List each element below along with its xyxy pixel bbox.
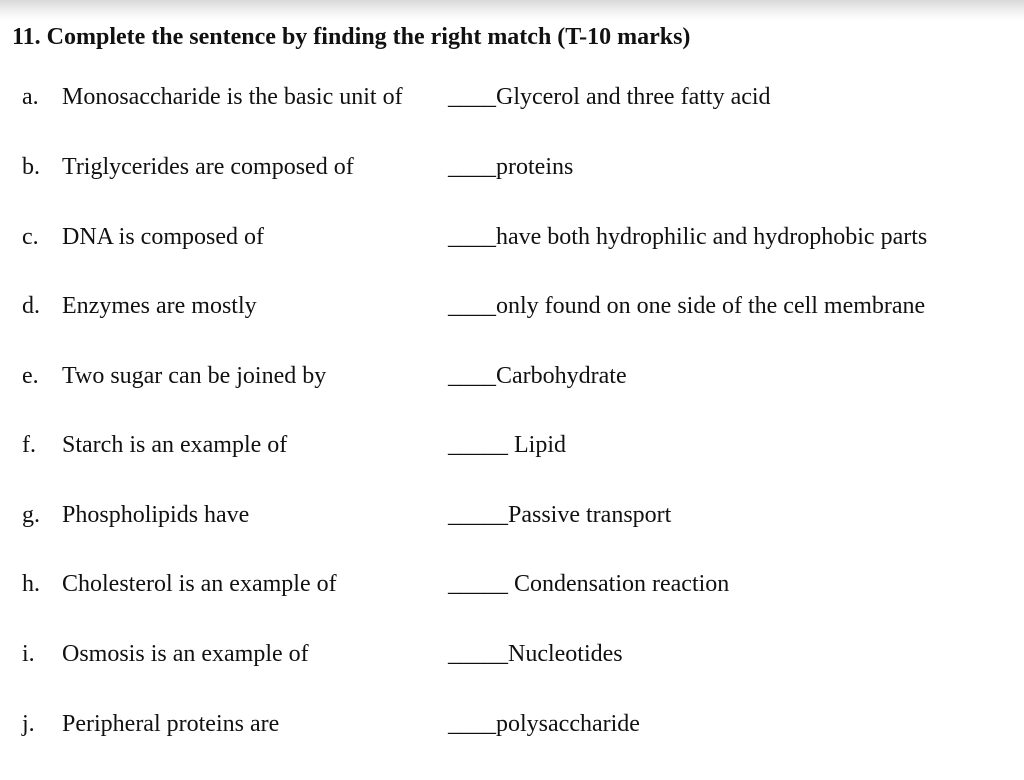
- item-stem: Cholesterol is an example of: [62, 571, 337, 597]
- item-letter: e.: [22, 363, 39, 389]
- item-letter: b.: [22, 154, 40, 180]
- item-stem: Phospholipids have: [62, 502, 250, 528]
- item-letter: i.: [22, 641, 35, 667]
- item-letter: j.: [22, 711, 35, 737]
- match-option: _____ Lipid: [448, 432, 566, 458]
- item-letter: h.: [22, 571, 40, 597]
- item-letter: c.: [22, 224, 39, 250]
- match-row-i: [0, 641, 1024, 677]
- question-title: 11. Complete the sentence by finding the right match (T-10 marks): [12, 24, 691, 50]
- match-option: ____Glycerol and three fatty acid: [448, 84, 771, 110]
- match-row-g: [0, 502, 1024, 538]
- match-option: _____Passive transport: [448, 502, 672, 528]
- item-letter: g.: [22, 502, 40, 528]
- match-option: ____have both hydrophilic and hydrophobic parts: [448, 224, 928, 250]
- item-stem: Triglycerides are composed of: [62, 154, 354, 180]
- match-option: ____Carbohydrate: [448, 363, 627, 389]
- match-option: ____polysaccharide: [448, 711, 640, 737]
- item-stem: DNA is composed of: [62, 224, 264, 250]
- match-option: ____only found on one side of the cell membrane: [448, 293, 926, 319]
- match-row-d: [0, 293, 1024, 329]
- item-stem: Enzymes are mostly: [62, 293, 257, 319]
- item-letter: a.: [22, 84, 39, 110]
- match-option: _____Nucleotides: [448, 641, 623, 667]
- match-row-f: [0, 432, 1024, 468]
- item-stem: Monosaccharide is the basic unit of: [62, 84, 403, 110]
- match-row-e: [0, 363, 1024, 399]
- match-row-j: [0, 711, 1024, 747]
- top-shadow: [0, 0, 1024, 20]
- match-row-a: [0, 84, 1024, 120]
- item-letter: f.: [22, 432, 36, 458]
- match-row-h: [0, 571, 1024, 607]
- item-stem: Osmosis is an example of: [62, 641, 309, 667]
- match-row-b: [0, 154, 1024, 190]
- item-stem: Starch is an example of: [62, 432, 288, 458]
- item-stem: Peripheral proteins are: [62, 711, 280, 737]
- item-stem: Two sugar can be joined by: [62, 363, 327, 389]
- match-option: ____proteins: [448, 154, 574, 180]
- match-option: _____ Condensation reaction: [448, 571, 730, 597]
- item-letter: d.: [22, 293, 40, 319]
- match-row-c: [0, 224, 1024, 260]
